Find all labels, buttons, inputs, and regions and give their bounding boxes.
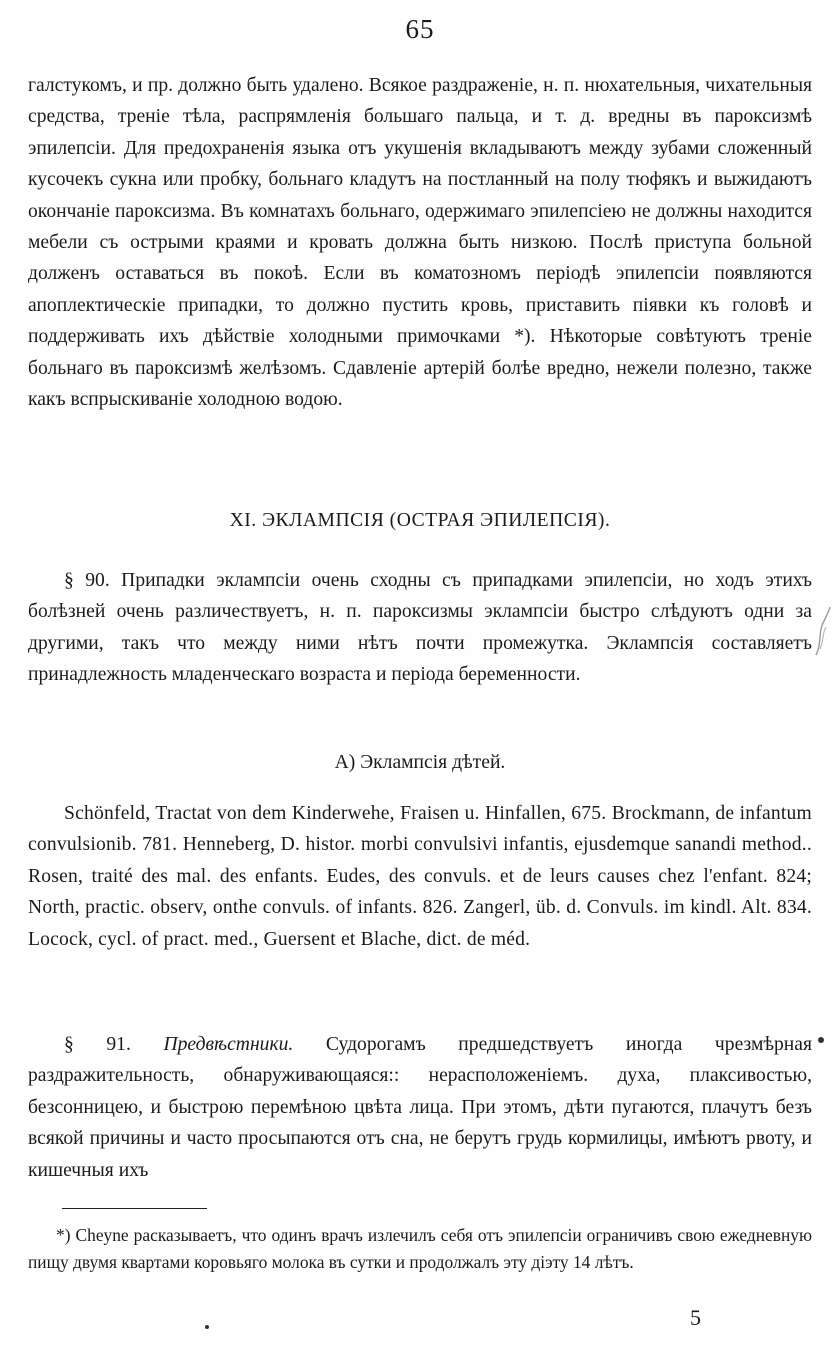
section-91-number: § 91.	[64, 1034, 164, 1055]
paragraph-section-91	[28, 1029, 812, 1186]
margin-ink-dot	[818, 1037, 824, 1043]
subsection-heading-children: A) Эклампсія дѣтей.	[334, 752, 506, 773]
paragraph-epilepsy-treatment: галстукомъ, и пр. должно быть удалено. Всякое раздраженіе, н. п. нюхательныя, чихательныя средства, треніе тѣла, распрямленія большаго пальца, и т. д. вредны въ пароксизмѣ эпилепсіи. Для предохраненія языка отъ укушенія вкладываютъ между зубами сложенный кусочекъ сукна или пробку, больнаго кладутъ на постланный на полу тюфякъ и выжидаютъ окончаніе пароксизма. Въ комнатахъ больнаго, одержимаго эпилепсіею не должны находится мебели съ острыми краями и кровать должна быть низкою. Послѣ приступа больной долженъ оставаться въ покоѣ. Если въ коматозномъ періодѣ эпилепсіи появляются апоплектическіе припадки, то должно пустить кровь, приставить піявки къ головѣ и поддерживать ихъ дѣйствіе холодными примочками *). Нѣкоторые совѣтуютъ треніе больнаго въ пароксизмѣ желѣзомъ. Сдавленіе артерій болѣе вредно, нежели полезно, также какъ вспрыскиваніе холодною водою.	[28, 75, 812, 411]
bottom-ink-dot	[205, 1325, 209, 1329]
page-number: 65	[405, 14, 435, 44]
margin-pencil-mark	[812, 605, 832, 657]
signature-mark: 5	[690, 1305, 701, 1330]
section-heading-eclampsia: XI. ЭКЛАМПСІЯ (ОСТРАЯ ЭПИЛЕПСІЯ).	[229, 510, 611, 531]
footnote-divider	[62, 1208, 207, 1209]
prodromes-term: Предвѣстники.	[163, 1034, 294, 1055]
bibliography-references: Schönfeld, Tractat von dem Kinderwehe, Fraisen u. Hinfallen, 675. Brockmann, de infantum convulsionib. 781. Henneberg, D. histor. morbi convulsivi infantis, ejusdemque sanandi method.. Rosen, traité des mal. des enfants. Eudes, des convuls. et de leurs causes chez l'enfant. 824; North, practic. observ, onthe convuls. of infants. 826. Zangerl, üb. d. Convuls. im kindl. Alt. 834. Locock, cycl. of pract. med., Guersent et Blache, dict. de méd.	[28, 803, 812, 950]
paragraph-section-90: § 90. Припадки эклампсіи очень сходны съ припадками эпилепсіи, но ходъ этихъ болѣзней очень различествуетъ, н. п. пароксизмы эклампсіи быстро слѣдуютъ одни за другими, такъ что между ними нѣтъ почти промежутка. Эклампсія составляетъ принадлежность младенческаго возраста и періода беременности.	[28, 570, 812, 686]
section-91-text: Судорогамъ предшедствуетъ иногда чрезмѣрная раздражительность, обнаруживающаяся:: нерасположеніемъ. духа, плаксивостью, безсонницею, и быстрою перемѣною цвѣта лица. При этомъ, дѣти пугаются, плачутъ безъ всякой причины и часто просыпаются отъ сна, не берутъ грудь кормилицы, имѣютъ рвоту, и кишечныя ихъ	[28, 1034, 812, 1181]
footnote: *) Cheyne расказываетъ, что одинъ врачъ излечилъ себя отъ эпилепсіи ограничивъ свою ежедневную пищу двумя квартами коровьяго молока въ сутки и продолжалъ эту діэту 14 лѣтъ.	[28, 1225, 812, 1272]
